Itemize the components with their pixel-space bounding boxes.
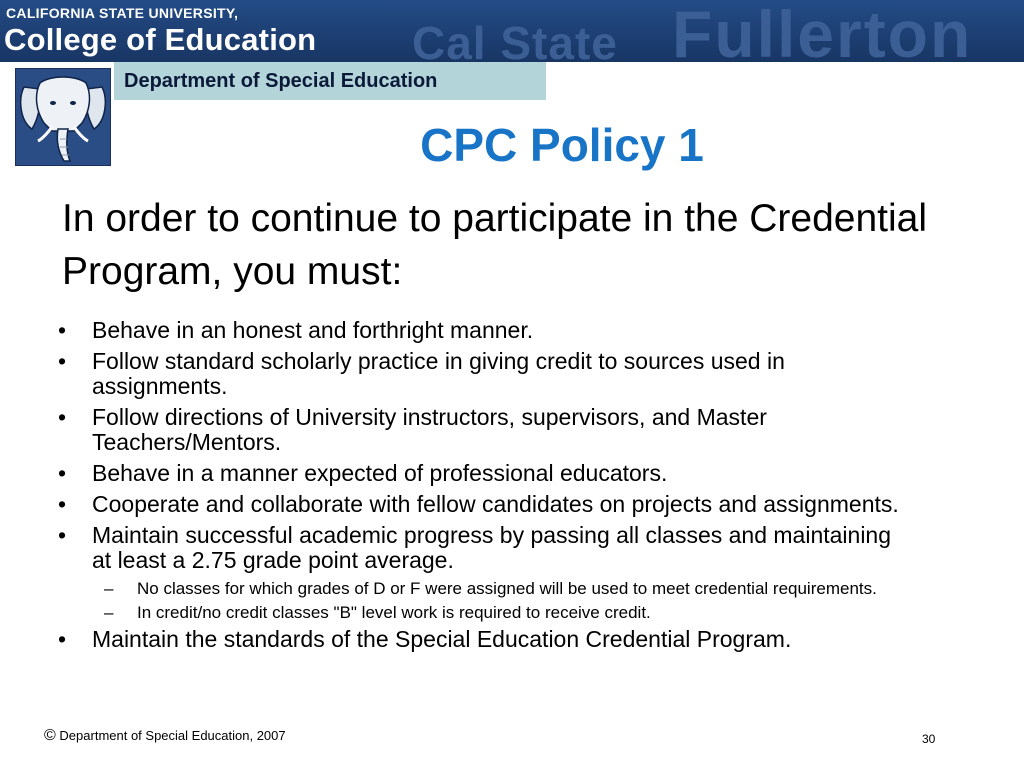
bullet-text: Follow standard scholarly practice in giving credit to sources used in assignments. — [92, 348, 785, 399]
sub-list-item — [0, 579, 897, 598]
bullet-text: Cooperate and collaborate with fellow candidates on projects and assignments. — [92, 491, 899, 517]
sub-bullet-text: In credit/no credit classes "B" level work is required to receive credit. — [137, 603, 651, 622]
bullet-list — [0, 318, 1024, 658]
header-banner — [0, 0, 1024, 62]
bullet-marker: • — [58, 460, 67, 486]
list-item — [0, 349, 912, 399]
department-label: Department of Special Education — [124, 70, 438, 92]
bullet-marker: • — [58, 626, 67, 652]
sub-list-item — [0, 603, 897, 622]
university-name: CALIFORNIA STATE UNIVERSITY, — [6, 5, 239, 21]
sub-bullet-marker: – — [104, 603, 114, 622]
list-item — [0, 318, 912, 343]
copyright-text: Department of Special Education, 2007 — [59, 728, 286, 743]
copyright-symbol: © — [44, 727, 56, 744]
sub-bullet-marker: – — [104, 579, 114, 598]
slide-title: CPC Policy 1 — [420, 119, 704, 171]
list-item — [0, 523, 912, 573]
bullet-marker: • — [58, 522, 67, 548]
list-item — [0, 461, 912, 486]
bullet-text: Behave in an honest and forthright manner. — [92, 317, 534, 343]
list-item — [0, 492, 912, 517]
bullet-text: Maintain the standards of the Special Education Credential Program. — [92, 626, 792, 652]
department-tab — [114, 62, 546, 100]
footer-copyright — [44, 727, 286, 745]
list-item — [0, 627, 912, 652]
bullet-text: Behave in a manner expected of professional educators. — [92, 460, 668, 486]
slide-number: 30 — [922, 732, 936, 746]
banner-watermark-left: Cal State — [412, 17, 618, 62]
bullet-marker: • — [58, 404, 67, 430]
sub-bullet-text: No classes for which grades of D or F were assigned will be used to meet credential requirements. — [137, 579, 877, 598]
bullet-text: Maintain successful academic progress by passing all classes and maintaining at least a 2.75 grade point average. — [92, 522, 892, 573]
bullet-marker: • — [58, 317, 67, 343]
bullet-marker: • — [58, 348, 67, 374]
college-name: College of Education — [4, 22, 317, 57]
list-item — [0, 405, 912, 455]
bullet-marker: • — [58, 491, 67, 517]
banner-watermark-right: Fullerton — [672, 0, 973, 62]
bullet-text: Follow directions of University instructors, supervisors, and Master Teachers/Mentors. — [92, 404, 767, 455]
slide-intro: In order to continue to participate in the Credential Program, you must: — [62, 197, 928, 293]
